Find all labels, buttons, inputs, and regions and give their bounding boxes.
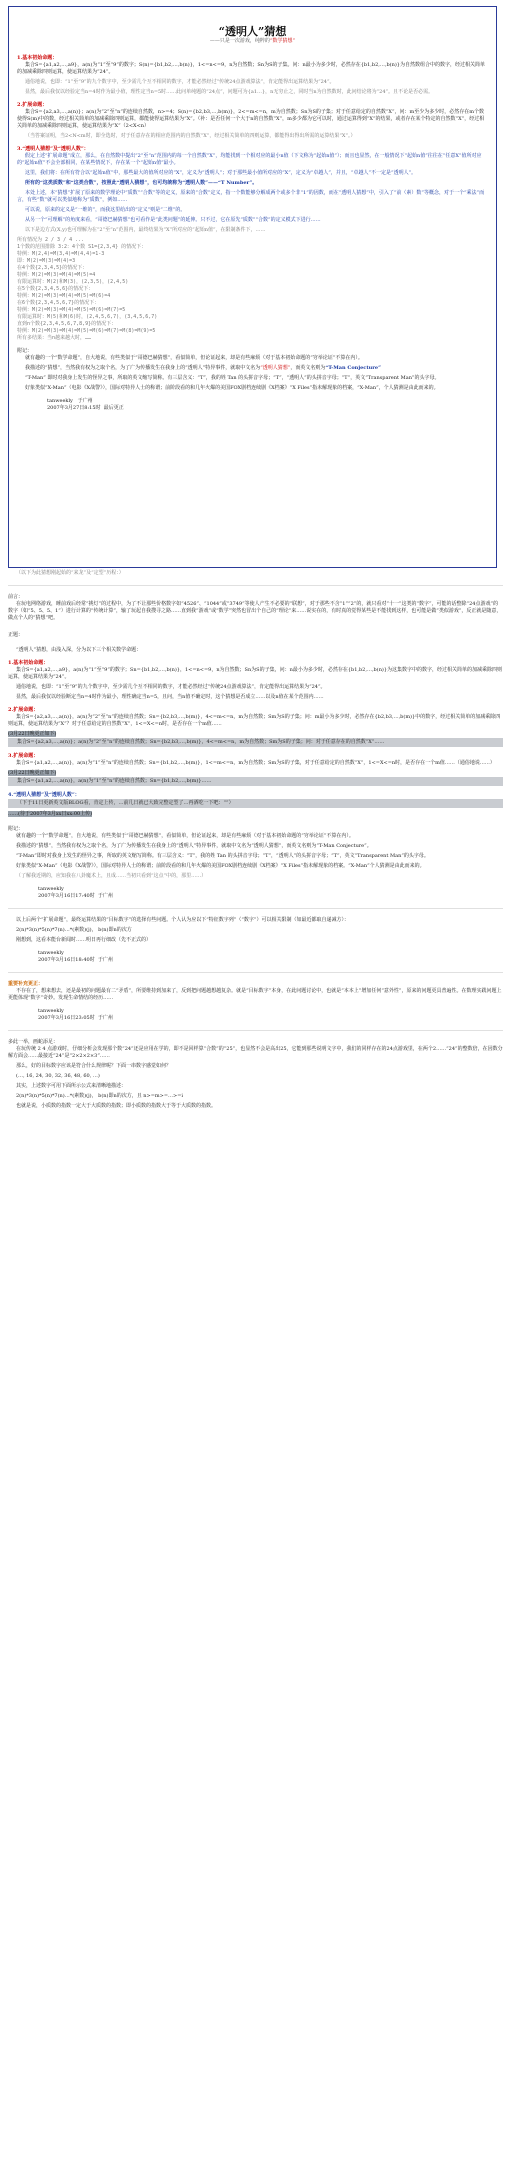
case-line: 特例：M(2)=M(3)=M(4)=M(5)=4 [17,272,96,278]
paragraph: 在玩电网络游戏，睡前戏后经常“挑灯”的过程中，为了不让那些价格数字如“4526”、“1044”或“3749”等使人产生不必要的“联想”，对于那些不含“1”“2”的，就只看对“十一”这类的“数字”，可能的话整除“24点游戏”的数字（如“5、5、5、1”）进行计算的“传统计算”，输了玩起自我搜寻之路……直到我“游戏”或“数学”突然也冒出个自己的“理论”来……说实在的，有时真的觉得某些是不能找到这样，也可能是做“类似游戏”，反正就是随意，做点个人的“猜想”吧。 [8,601,502,621]
divider [8,1030,503,1031]
case-line: 特例：M(2)=M(3)=M(4)=M(5)=M(6)=4 [17,293,111,299]
page-subtitle: ——只是一次游戏，纯粹的“数学猜想” [209,38,296,44]
section-heading-extended-2: 3.扩展命题： [8,753,39,759]
section-heading-extended: 2.扩展命题： [8,707,39,713]
section-heading-tman: 3.“透明人猜想”及“透明人数”： [17,146,89,152]
case-line: 在6个数{2,3,4,5,6,7}的情况下： [17,300,100,306]
paragraph: 好象类似“X-Man”（电影《X战警》），国际对特异人士的称谓；前阶段看的和几年火爆的美国FOX剧档连续剧《X档案》“X Files”指未解现象的档案，“X-Man”，个人猜测是由此而来的。 [25,385,439,391]
paragraph: 通俗地说，也即：“1”至“9”的九个数字中，至少需几个互不相同的数字，才能必然经过“传统24点游戏算法”，肯定能得出运算结果为“24”。 [25,79,335,85]
paragraph: （了解我近期的，应知我在八卦魔术上，且成……当初只看到“这点”中的，那里……） [16,873,207,879]
paragraph: 显然，最后我仅以经验断定当n=4时作为最小，理性确定当n=5，且问，当n值不确定时，这个猜想是否成立……以及n值在某个范围内…… [16,694,324,700]
paragraph: 在玩传统 2 4 点游戏时，仔细分析会发现那个数“24”还是应用在学的，即不是回样算“合数”的“25”，也显然不会是高出25，它能到那些说明文字中，我们的同样存在的24点游戏里，在两个2……“24”的整数倍，在因数分解方面会……最接近“24”是“2×2×2×3”…… [8,1046,503,1059]
paragraph: 集合S={a2,a3,…,a(n)}，a(n)为“2”至“n”的连续自然数；Sn={b2,b3,…,b(m)}，4<=m<=n，m为自然数；Sm为S的子集；问：m最小为多少时，必然存在{b2,b3,…,b(m)}中的数字，经过相关简单的加减乘除四则运算，使运算结果为“X”？对于任意给定的自然数“X”，1<=X<=n时，是否存在一个m值…… [8,714,501,727]
signature: tanweekly 于广州 2007年3月27日8:15时 最后更正 [47,398,124,411]
section-heading-basic: 1.基本初始命题： [17,55,58,61]
appendix-label: 附记： [17,348,33,354]
signature: tanweekly 2007年3月16日17:40时 于广州 [38,886,113,899]
section-heading-extended: 2.扩展命题： [17,102,48,108]
paragraph: 集合S={a2,a3,…,a(n)}；a(n)为“2”至“n”的连续自然数；Sn={b2,b3,…,b(m)}，4<=m<=n，m为自然数；Sm为S的子集；问：对于任意存在的自然数“X”…… [8,738,503,747]
addendum-heading: 多此一举，画蛇添足： [8,1039,59,1045]
divider [8,908,503,909]
paragraph: （下于11日更新英文版BLOG看，肯定上传，…前几日就已大致完整定型了…再酒吃一下吧：“”） [8,799,503,808]
paragraph: 以上后两个“扩展命题”，最终运算结果的“目标数字”的选择有些问题。个人认为应以下“特征数字列”（“数字”）可以相关限制（如最近都取自递减方）： [16,917,349,923]
paragraph: 本处上述，本“猜想”扩展了原来的数学理论中“质数”“合数”等的定义，原来的“合数”定义，指一个数能够分解成两个或多个非“1”的因数，而在“透明人猜想”中，引入了“前（素）数”等概念，对于一个“乘法”而言，有些“数”就可以类似地称为“质数”，例如…… [17,190,485,203]
paragraph: “T-Man”即时对我身上发生的怪异之事，所取的英文缩写简称。有三层含义：“T”，我的姓 Tan 的头拼音字母；“T”，“透明人”的头拼音字母；“T”，英文“Transparent Man”的头字母。 [16,853,429,859]
divider [8,585,503,586]
paragraph: 集合S={a1,a2,…,a(n)}，a(n)为“1”至“n”的连续自然数；Sn={b1,b2,…,b(m)}…… [8,777,503,786]
paragraph: 就有趣的一个“数学命题”，自大地说，有些类似于“哥德巴赫猜想”，看似简单，但论证起来，却是有些麻烦（对于基本初始命题的“穷举论证”不算在内）。 [25,355,363,361]
case-line: 特例：M(2,4)=M(3,4)=M(4,4)=1-3 [17,251,105,257]
case-line: 直到n个数{2,3,4,5,6,7,8,9}的情况下： [17,321,117,327]
correction-note: (3月22日晚更正如下) [8,770,57,776]
history-note: （以下为此猜想刚起始的“来龙”及“定型”历程：） [16,570,124,576]
paragraph: 集合S={a1,a2,…,a9}，a(n)为“1”至“9”的数字；Sn={b1,b2,…,b(n)}，1<=n<=9，n为自然数；Sn为S的子集，问：n最小为多少时，必然存在{b1,b2,…,b(n)}为这集数字中的数字，经过相关简单的加减乘除四则运算，使运算结果为“24”。 [8,667,503,680]
paragraph: 我描述的“猜想”，当然我有权为之取个名，为了广为传播发生在我身上的“透明人”特异事件，就取中文名为“透明人猜想”，而英文名则为“T-Man Conjecture”。 [16,843,372,849]
appendix-2: 附记： 就有趣的一个“数学命题”，自大地说，有些类似于“哥德巴赫猜想”，看似简单，但论证起来，却是有些麻烦（对于基本初始命题的“穷举论证”不算在内）。 我描述的“猜想”，当然我有权为之取个名，为了广为传播发生在我身上的“透明人”特异事件，就取中文名为“透明人猜想”，而英文名则为“T-Man Conjecture”。 “T-Man”即时对我身上发生的怪异之事，所取的英文缩写简称。有三层含义：“T”，我的姓 Tan 的头拼音字母；“T”，“透明人”的头拼音字母；“T”，英文“Transparent Man”的头字母。 好象类似“X-Man”（电影《X战警》），国际对特异人士的称谓；前阶段看的和几年火爆的美国FOX剧档连续剧《X档案》“X Files”指未解现象的档案。“X-Man”个人猜测是由此而来的。 （了解我近期的，应知我在八卦魔术上，且成……当初只看到“这点”中的，那里……） [8,826,503,880]
paragraph: 那么，好的目标数字应该是符合什么规律呢？下面一串数字感觉如何？ [16,1063,172,1069]
paragraph: 通俗地说，也即：“1”至“9”的九个数字中，至少需几个互不相同的数字，才能必然经过“传统24点游戏算法”，肯定能得出运算结果为“24”。 [16,684,326,690]
foreword-label: 前言： [8,594,24,600]
divider [8,972,503,973]
paragraph: 集合S={a2,a3,…,a(n)}；a(n)为“2”至“n”的连续自然数，n>=4；S(n)={b2,b3,…,b(m)}，2<=m<=n，m为自然数；Sn为S的子集；对于任意给定的自然数“X”，问：m至少为多少时，必然存在m个数使得S(m)中的数，经过相关简单的加减乘除四则运算，都能使得运算结果为“X”。（补：是否任何一个大于n的自然数“X”，m多少都为它可以时，通过运算得到“X”的结果，或者存在某个特定的自然数“X”，经过相关简单的加减乘除四则运算，使运算结果为“X”（2<X<n） [17,109,485,129]
section-heading-tman: 4.“透明人猜想”及“透明人数”： [8,792,80,798]
case-line: 1个数的范围排除 3:2：4个数 S1={2,3,4} 的情况下： [17,244,147,250]
paragraph: 其实，上述数字可用下面所示公式来清晰地描述： [16,1083,127,1089]
paragraph: “透明人”猜想，由浅入深，分为以下三个相关数学命题： [16,647,142,653]
paragraph: 不存在了，想来想去，还是最初的问题最有二“矛盾”，所要维持到加来了，反到把问题越想越复杂。就是“目标数字”本身，在此问题讨论中，也就是“本本上”增加任何“意外性”，原来的问题更具普遍性。在数理实践问题上更能体现“数字”奇妙。发现生命情结的经历…… [8,988,502,1001]
formula: 2(n)*3(n)*5(n)*7(n)…*(素数)(j)， b(n)即n的次方，且 n>=m>=…>=i [16,1093,183,1099]
paragraph: 从另一个“可理解”的角度来看，“哥德巴赫猜想”也可看作是“此类问题”的延伸。只不过，它在原先“质数”“合数”的定义模式下进行…… [25,217,321,223]
paragraph: 刚想到，这看本能台新闻时……明日再行细改（先不正式的） [16,937,152,943]
case-line: 即：M(2)=M(3)=M(4)=3 [17,258,76,264]
paragraph: 所有的“这类质数”和“这类合数”，按照此“透明人猜想”，也可均统称为“透明人数”——“T Number”。 [25,180,258,186]
formula: 2(n)*3(n)*5(n)*7(n)…*(素数)(j)， b(n)即n的次方 [16,927,132,933]
pending-upload-note: ……(待于2007年3月xx日xx:00上传) [8,811,93,817]
case-line: 特例：M(2)=M(3)=M(4)=M(5)=M(6)=M(7)=M(8)=M(9)=5 [17,328,156,334]
paragraph: 显然，最后我仅以经验定当n=4时作为最小值，理性定当n=5时……此问单纯题的“24点”，问题可为{a1…}，n无穷止之，同时当n为自然数时，此问结论将为“24”。且不论是否必需。 [25,89,434,95]
case-list [17,237,488,342]
paragraph: “T-Man” 即时对我身上发生的怪异之事，所取的英文缩写简称。有三层含义：“T”，我的姓 Tan 的头拼音字母；“T”，“透明人”的头拼音字母；“T”，英文“Transparent Man”的头字母。 [25,375,440,381]
correction-note: (3月22日晚更正如下) [8,731,57,737]
main-article [8,570,503,1113]
paragraph: 集合S={a1,a2,…,a9}，a(n)为“1”至“9”的数字；S(n)={b1,b2,…,b(n)}，1<=n<=9，n为自然数；Sn为S的子集。问：n最小为多少时，必然存在{b1,b2,…,b(n)}为自然数组合中的数字，经过相关简单的加减乘除四则运算，使运算结果为“24”。 [17,62,485,75]
paragraph: 就有趣的一个“数学命题”，自大地说，有些类似于“哥德巴赫猜想”，看似简单，但论证起来，却是有些麻烦（对于基本初始命题的“穷举论证”不算在内）。 [16,833,354,839]
paragraph: 我描述的“猜想”，当然我有权为之取个名，为了广为传播发生在我身上的“透明人”特异事件，就取中文名为“透明人猜想”，而英文名则为“T-Man Conjecture” [25,365,381,371]
paragraph: 假定上述“扩展命题”成立，那么，在自然数中提出“2”至“n”范围内的每一个自然数“X”，均能找到一个相对应的最小n值（下文称为“起始n值”）；而且也显然，在一般情况下“起始n值”往往在“任意X”值所对应的“起始n值”不会全部相同，在某些情况下，存在某一个“起始n值”最小。 [17,153,482,166]
paragraph: 也就是说，小质数的指数一定大于大质数的指数；即小质数的指数大于等于大质数的指数。 [16,1103,217,1109]
signature: tanweekly 2007年3月16日23:05时 于广州 [38,1008,113,1021]
section-heading-basic: 1.基本初始命题： [8,660,49,666]
paragraph: （当答案证明，当2<N<m时，即全选时，对于任意存在的相应范围内的自然数“X”，经过相关简单的四则运算，都能得出得出所需的运算结果“X”。） [25,133,356,139]
paragraph: 好象类似“X-Man”（电影《X战警》），国际对特异人士的称谓；前阶段看的和几年火爆的美国FOX剧档连续剧《X档案》“X Files”指未解现象的档案。“X-Man”个人猜测是由此而来的。 [16,863,425,869]
case-line: 特例：M(2)=M(3)=M(4)=M(5)=M(6)=M(7)=5 [17,307,126,313]
important-correction-heading: 重要补充更正： [8,981,44,987]
case-line: 在4个数{2,3,4,5}的情况下： [17,265,88,271]
case-line: 有限运算时：M(2)和M(3)，(2,3,5)，(2,4,5) [17,279,129,285]
paragraph: 可以说，原来的定义是“一维的”，而我这里给出的“定义”则是“二维”的。 [25,207,186,213]
case-line: 所有情况为 2 / 3 / 4 ... [17,237,85,243]
paragraph: 集合S={a1,a2,…,a(n)}，a(n)为“1”至“n”的连续自然数；Sn={b1,b2,…,b(m)}，1<=m<=n，m为自然数；Sm为S的子集，对于任意给定的自然数“X”，1<=X<=n时，是否存在一个m值……（通俗地说……） [16,760,495,766]
case-line: 所有多结果：当n越来越大时，…… [17,335,92,341]
appendix [17,348,488,392]
paragraph: 这里，我们将：在所有符合以“起始n值”中，那些最大的值所对应的“X”，定义为“透明人”；对于那些最小值所对应的“X”，定义为“卓越人”，并且，“卓越人”不一定是“透明人”。 [25,170,417,176]
signature: tanweekly 2007年3月16日18:40时 于广州 [38,950,113,963]
paragraph: 以下是边方式(X,y)也可理解为在“2”至“n”范围内，最终结果为“X”所对应的“起始n值”，在限制条件下，…… [25,227,266,233]
case-line: 在5个数{2,3,4,5,6}的情况下： [17,286,94,292]
number-sequence: (…, 16, 24, 30, 32, 36, 48, 60, …) [16,1073,100,1079]
conjecture-summary-box [8,6,497,568]
case-line: 有限运算时：M(5)和M(6)时，(2,4,5,6,7)，(3,4,5,6,7) [17,314,158,320]
page-title: “透明人”猜想 [218,25,287,38]
main-body-label: 正题： [8,632,24,638]
